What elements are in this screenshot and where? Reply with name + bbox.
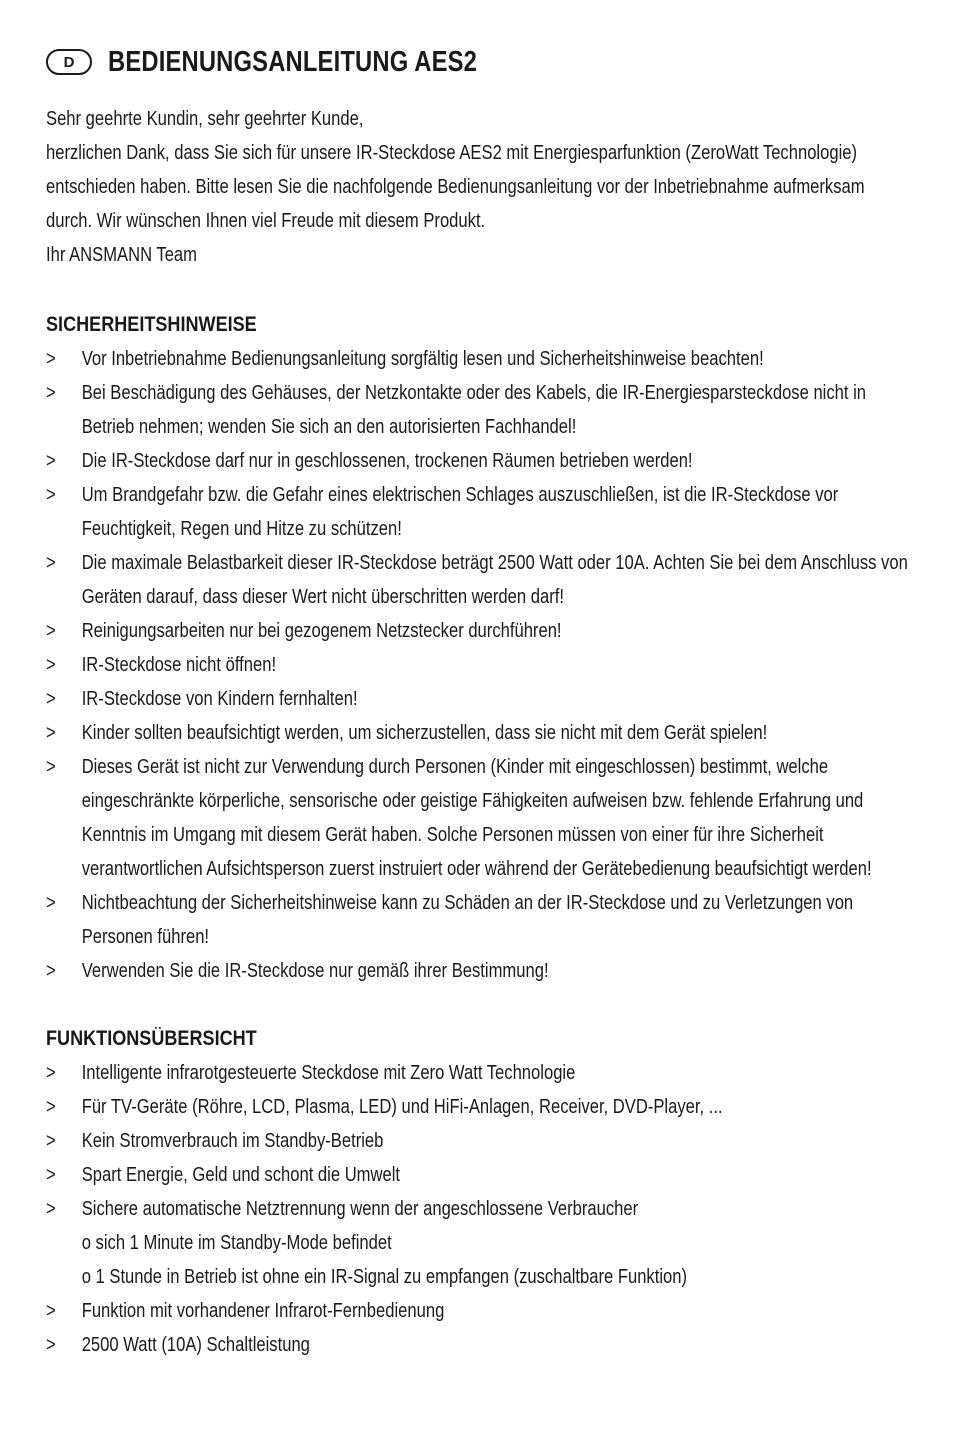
list-item [46, 342, 909, 376]
sub-item: o 1 Stunde in Betrieb ist ohne ein IR-Signal zu empfangen (zuschaltbare Funktion) [81, 1266, 688, 1288]
safety-heading: SICHERHEITSHINWEISE [46, 313, 257, 336]
language-badge: D [46, 49, 92, 75]
list-item [46, 648, 909, 682]
list-item-text: Vor Inbetriebnahme Bedienungsanleitung sorgfältig lesen und Sicherheitshinweise beachten! [81, 348, 764, 370]
functions-list [46, 1056, 909, 1362]
bullet-marker: > [46, 484, 56, 506]
page-title: BEDIENUNGSANLEITUNG AES2 [108, 45, 478, 78]
bullet-marker: > [46, 722, 56, 744]
bullet-marker: > [46, 382, 56, 404]
bullet-marker: > [46, 892, 56, 914]
list-item [46, 1158, 909, 1192]
list-item-text: Dieses Gerät ist nicht zur Verwendung durch Personen (Kinder mit eingeschlossen) bestimmt, welche eingeschränkte körperliche, sensorische oder geistige Fähigkeiten aufweisen bzw. fehlende Erfahrung und Kenntnis im Umgang mit diesem Gerät haben. Solche Personen müssen von einer für ihre Sicherheit verantwortlichen Aufsichtsperson zuerst instruiert oder während der Gerätebedienung beaufsichtigt werden! [81, 756, 872, 880]
bullet-marker: > [46, 1198, 56, 1220]
list-item-text: Sichere automatische Netztrennung wenn der angeschlossene Verbraucher [81, 1198, 639, 1220]
list-item-text: Die IR-Steckdose darf nur in geschlossenen, trockenen Räumen betrieben werden! [81, 450, 693, 472]
list-item [46, 1090, 909, 1124]
bullet-marker: > [46, 620, 56, 642]
list-item-text: IR-Steckdose nicht öffnen! [81, 654, 277, 676]
list-item [46, 1294, 909, 1328]
bullet-marker: > [46, 1300, 56, 1322]
bullet-marker: > [46, 552, 56, 574]
list-item-text: Bei Beschädigung des Gehäuses, der Netzkontakte oder des Kabels, die IR-Energiesparsteckdose nicht in Betrieb nehmen; wenden Sie sich an den autorisierten Fachhandel! [81, 382, 867, 438]
intro-body: herzlichen Dank, dass Sie sich für unsere IR-Steckdose AES2 mit Energiesparfunktion (ZeroWatt Technologie) entschieden haben. Bitte lesen Sie die nachfolgende Bedienungsanleitung vor der Inbetriebnahme aufmerksam durch. Wir wünschen Ihnen viel Freude mit diesem Produkt. [46, 142, 865, 232]
list-item [46, 682, 909, 716]
intro-signature: Ihr ANSMANN Team [46, 244, 197, 266]
list-item [46, 478, 909, 546]
list-item-text: Reinigungsarbeiten nur bei gezogenem Netzstecker durchführen! [81, 620, 562, 642]
intro-greeting: Sehr geehrte Kundin, sehr geehrter Kunde, [46, 108, 364, 130]
intro-text [46, 102, 909, 272]
list-item-text: Funktion mit vorhandener Infrarot-Fernbedienung [81, 1300, 445, 1322]
bullet-marker: > [46, 1062, 56, 1084]
list-item [46, 954, 909, 988]
functions-heading: FUNKTIONSÜBERSICHT [46, 1027, 257, 1050]
list-item [46, 546, 909, 614]
list-item-text: Verwenden Sie die IR-Steckdose nur gemäß ihrer Bestimmung! [81, 960, 549, 982]
safety-section [46, 342, 909, 988]
list-item [46, 1056, 909, 1090]
bullet-marker: > [46, 1164, 56, 1186]
list-item-text: 2500 Watt (10A) Schaltleistung [81, 1334, 310, 1356]
bullet-marker: > [46, 960, 56, 982]
bullet-marker: > [46, 756, 56, 778]
list-item-text: Für TV-Geräte (Röhre, LCD, Plasma, LED) und HiFi-Anlagen, Receiver, DVD-Player, ... [81, 1096, 723, 1118]
sub-item: o sich 1 Minute im Standby-Mode befindet [81, 1232, 392, 1254]
bullet-marker: > [46, 688, 56, 710]
bullet-marker: > [46, 654, 56, 676]
list-item-text: Um Brandgefahr bzw. die Gefahr eines elektrischen Schlages auszuschließen, ist die IR-Steckdose vor Feuchtigkeit, Regen und Hitze zu schützen! [81, 484, 839, 540]
list-item-text: Kein Stromverbrauch im Standby-Betrieb [81, 1130, 384, 1152]
list-item [46, 1124, 909, 1158]
list-item [46, 716, 909, 750]
bullet-marker: > [46, 1334, 56, 1356]
list-item-text: Die maximale Belastbarkeit dieser IR-Steckdose beträgt 2500 Watt oder 10A. Achten Sie bei dem Anschluss von Geräten darauf, dass dieser Wert nicht überschritten werden darf! [81, 552, 908, 608]
list-item [46, 1192, 909, 1294]
title-row [46, 40, 910, 84]
bullet-marker: > [46, 450, 56, 472]
bullet-marker: > [46, 1096, 56, 1118]
bullet-marker: > [46, 348, 56, 370]
functions-section [46, 1056, 909, 1362]
list-item-text: IR-Steckdose von Kindern fernhalten! [81, 688, 358, 710]
list-item [46, 444, 909, 478]
list-item [46, 886, 909, 954]
manual-page [46, 40, 910, 1362]
list-item-text: Kinder sollten beaufsichtigt werden, um sicherzustellen, dass sie nicht mit dem Gerät spielen! [81, 722, 768, 744]
list-item [46, 750, 909, 886]
list-item [46, 614, 909, 648]
list-item [46, 1328, 909, 1362]
list-item-text: Nichtbeachtung der Sicherheitshinweise kann zu Schäden an der IR-Steckdose und zu Verletzungen von Personen führen! [81, 892, 854, 948]
list-item [46, 376, 909, 444]
bullet-marker: > [46, 1130, 56, 1152]
list-item-text: Intelligente infrarotgesteuerte Steckdose mit Zero Watt Technologie [81, 1062, 576, 1084]
list-item-text: Spart Energie, Geld und schont die Umwelt [81, 1164, 401, 1186]
safety-list [46, 342, 909, 988]
